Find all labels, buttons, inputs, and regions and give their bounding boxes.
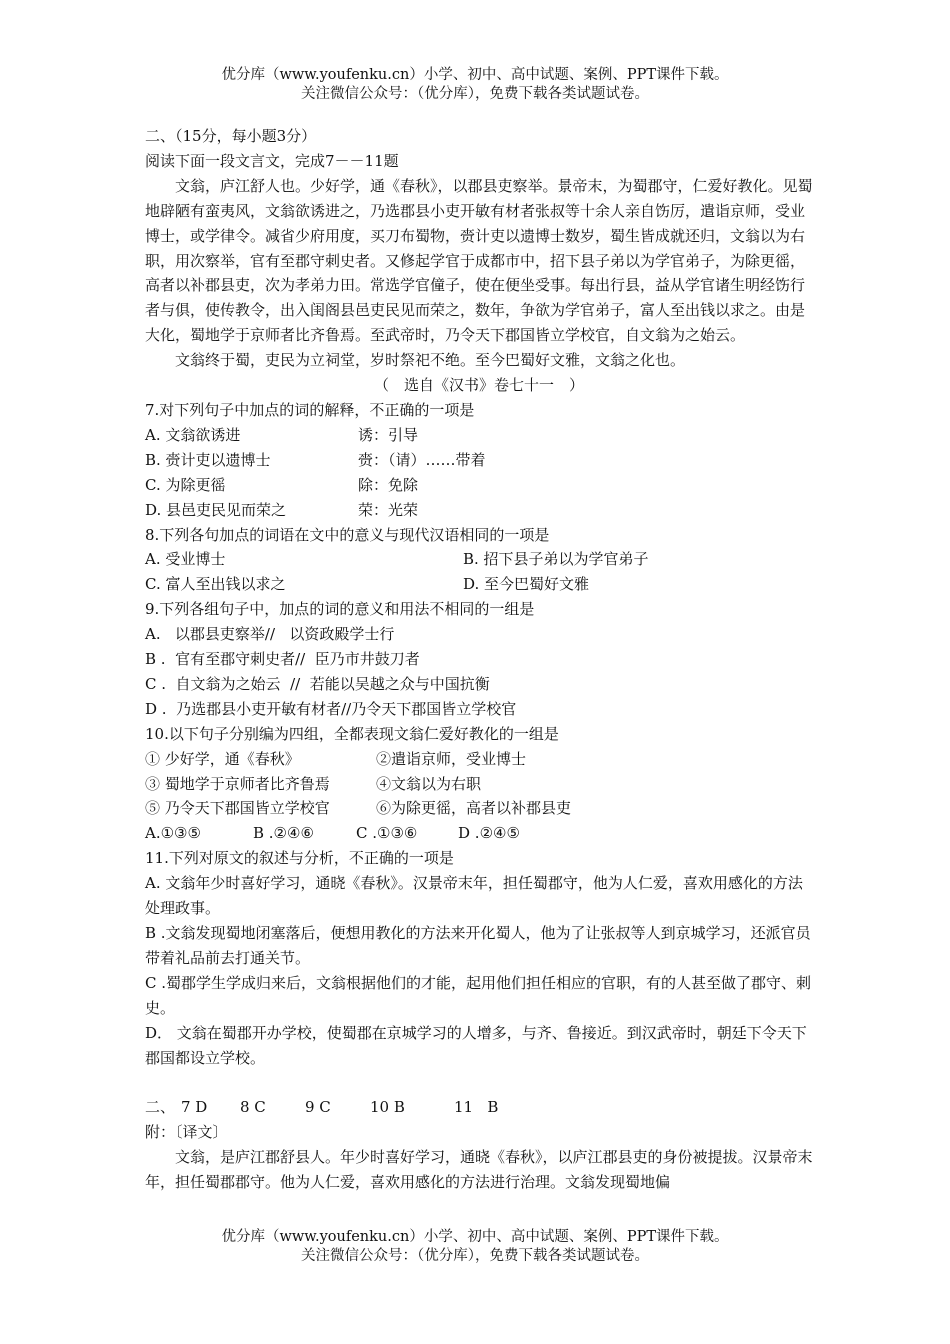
question-10-items-row-2	[145, 772, 813, 797]
question-8-option-c: C. 富人至出钱以求之	[145, 575, 286, 594]
header-line-2: 关注微信公众号：（优分库），免费下载各类试题试卷。	[301, 86, 649, 102]
passage-paragraph-1: 文翁，庐江舒人也。少好学，通《春秋》，以郡县吏察举。景帝末，为蜀郡守，仁爱好教化。见蜀地辟陋有蛮夷风，文翁欲诱进之，乃选郡县小吏开敏有材者张叔等十余人亲自饬厉，遣诣京师，受业博士，或学律令。减省少府用度，买刀布蜀物，赍计吏以遗博士数岁，蜀生皆成就还归，文翁以为右职，用次察举，官有至郡守刺史者。又修起学官于成都市中，招下县子弟以为学官弟子，为除更徭，高者以补郡县吏，次为孝弟力田。常选学官僮子，使在便坐受事。每出行县，益从学官诸生明经饬行者与俱，使传教令，出入闺阁县邑吏民见而荣之，数年，争欲为学官弟子，富人至出钱以求之。由是大化，蜀地学于京师者比齐鲁焉。至武帝时，乃令天下郡国皆立学校官，自文翁为之始云。	[145, 176, 813, 345]
page-footer	[0, 1228, 950, 1266]
answer-key	[145, 1095, 813, 1120]
answer-item: 9 C	[305, 1098, 331, 1117]
question-9-option-c: C . 自文翁为之始云 // 若能以吴越之众与中国抗衡	[145, 674, 490, 693]
question-10-item: ⑤ 乃令天下郡国皆立学校官	[145, 799, 330, 818]
question-10-choice-d: D .②④⑤	[458, 824, 520, 843]
question-10-item: ④文翁以为右职	[376, 774, 482, 793]
option-note: 除：免除	[358, 475, 419, 494]
question-8-option-b: B. 招下县子弟以为学官弟子	[463, 550, 649, 569]
question-9-option-d: D . 乃选郡县小吏开敏有材者//乃令天下郡国皆立学校官	[145, 699, 517, 718]
question-7-option-a	[145, 423, 813, 448]
question-10-choice-b: B .②④⑥	[253, 824, 314, 843]
question-10-item: ⑥为除更徭，高者以补郡县吏	[376, 799, 572, 818]
question-8-option-a: A. 受业博士	[145, 550, 226, 569]
answer-item: 7 D	[181, 1098, 208, 1117]
footer-line-1: 优分库（www.youfenku.cn）小学、初中、高中试题、案例、PPT课件下载。	[221, 1229, 729, 1245]
page-header	[0, 66, 950, 104]
option-note: 诱：引导	[358, 425, 419, 444]
question-10-item: ③ 蜀地学于京师者比齐鲁焉	[145, 774, 330, 793]
question-11-stem: 11.下列对原文的叙述与分析，不正确的一项是	[145, 849, 454, 868]
footer-line-2: 关注微信公众号：（优分库），免费下载各类试题试卷。	[301, 1248, 649, 1264]
answer-item: 11 B	[454, 1098, 499, 1117]
option-text: D. 县邑吏民见而荣之	[145, 500, 287, 519]
option-text: B. 赍计吏以遗博士	[145, 450, 271, 469]
question-11-option-c: C .蜀郡学生学成归来后，文翁根据他们的才能，起用他们担任相应的官职，有的人甚至做了郡守、刺史。	[145, 973, 812, 1017]
question-10-stem: 10.以下句子分别编为四组，全都表现文翁仁爱好教化的一组是	[145, 724, 559, 743]
passage-source: （ 选自《汉书》卷七十一 ）	[373, 376, 584, 395]
question-8-stem: 8.下列各句加点的词语在文中的意义与现代汉语相同的一项是	[145, 525, 550, 544]
question-10-item: ① 少好学，通《春秋》	[145, 749, 300, 768]
answer-label: 二、	[145, 1098, 176, 1117]
question-10-choice-c: C .①③⑥	[356, 824, 418, 843]
question-9-stem: 9.下列各组句子中，加点的词的意义和用法不相同的一组是	[145, 600, 535, 619]
answer-item: 8 C	[240, 1098, 266, 1117]
question-9-option-b: B . 官有至郡守刺史者// 臣乃市井鼓刀者	[145, 650, 420, 669]
question-11-option-a: A. 文翁年少时喜好学习，通晓《春秋》。汉景帝末年，担任蜀郡守，他为人仁爱，喜欢用感化的方法处理政事。	[145, 874, 803, 918]
question-11-option-d: D． 文翁在蜀郡开办学校，使蜀郡在京城学习的人增多，与齐、鲁接近。到汉武帝时，朝廷下令天下郡国都设立学校。	[145, 1023, 807, 1067]
question-11-option-b: B .文翁发现蜀地闭塞落后，便想用教化的方法来开化蜀人，他为了让张叔等人到京城学习，还派官员带着礼品前去打通关节。	[145, 924, 811, 967]
question-10-items-row-1	[145, 747, 813, 772]
option-note: 荣：光荣	[358, 500, 419, 519]
section-title: 二、（15分，每小题3分）	[145, 127, 317, 145]
header-line-1: 优分库（www.youfenku.cn）小学、初中、高中试题、案例、PPT课件下载。	[221, 67, 729, 83]
option-note: 赍：（请）……带着	[358, 450, 486, 469]
question-7-option-c	[145, 473, 813, 498]
option-text: A. 文翁欲诱进	[145, 425, 241, 444]
appendix-label: 附：〔译文〕	[145, 1123, 228, 1142]
question-10-item: ②遣诣京师，受业博士	[376, 749, 527, 768]
question-10-choices	[145, 821, 813, 846]
passage-paragraph-2: 文翁终于蜀，吏民为立祠堂，岁时祭祀不绝。至今巴蜀好文雅，文翁之化也。	[175, 351, 686, 370]
spacer	[145, 1070, 813, 1095]
question-10-choice-a: A.①③⑤	[145, 824, 201, 843]
option-text: C. 为除更徭	[145, 475, 226, 494]
answer-item: 10 B	[370, 1098, 405, 1117]
question-7-stem: 7.对下列句子中加点的词的解释，不正确的一项是	[145, 400, 475, 419]
question-9-option-a: A. 以郡县吏察举// 以资政殿学士行	[145, 625, 395, 644]
question-7-option-b	[145, 448, 813, 473]
question-7-option-d	[145, 498, 813, 523]
question-8-option-d: D. 至今巴蜀好文雅	[463, 575, 590, 594]
section-instruction: 阅读下面一段文言文，完成7－－11题	[145, 151, 399, 170]
question-8-options-row-2	[145, 572, 813, 597]
document-body	[145, 124, 813, 1195]
question-10-items-row-3	[145, 796, 813, 821]
question-8-options-row-1	[145, 547, 813, 572]
translation-text: 文翁，是庐江郡舒县人。年少时喜好学习，通晓《春秋》，以庐江郡县吏的身份被提拔。汉景帝末年，担任蜀郡郡守。他为人仁爱，喜欢用感化的方法进行治理。文翁发现蜀地偏	[145, 1148, 813, 1192]
